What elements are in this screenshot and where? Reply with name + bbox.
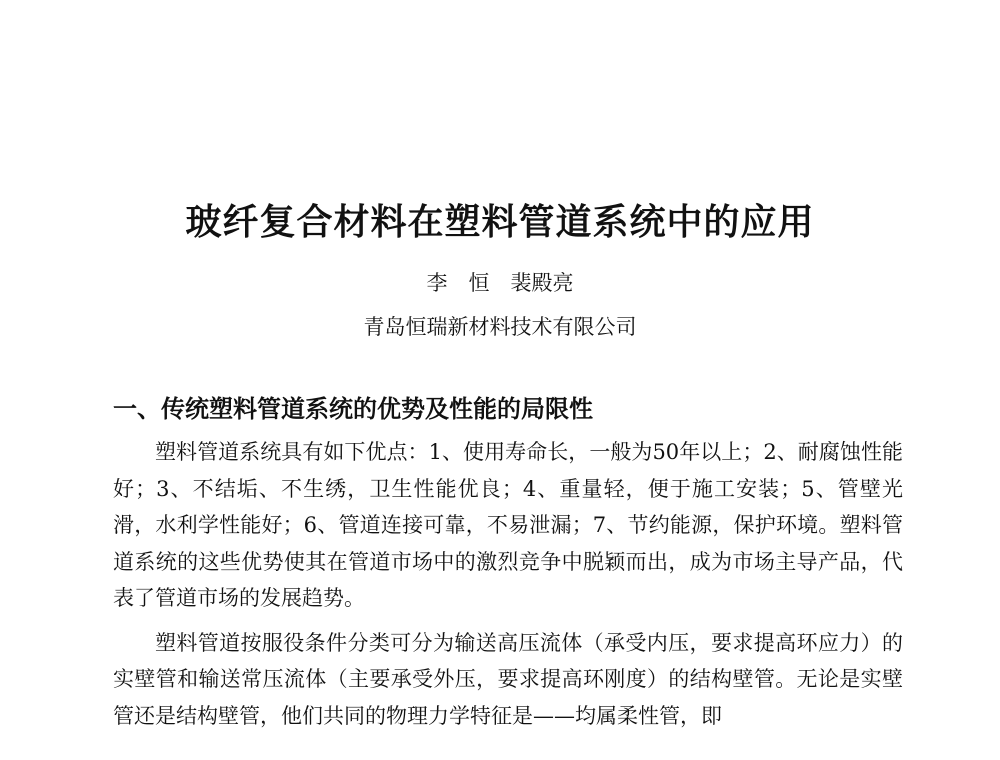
section-body	[113, 434, 903, 742]
section-heading: 一、传统塑料管道系统的优势及性能的局限性	[113, 395, 593, 423]
author-line: 李 恒 裴殿亮	[426, 271, 574, 295]
body-paragraph: 塑料管道系统具有如下优点：1、使用寿命长，一般为50年以上；2、耐腐蚀性能好；3、不结垢、不生绣，卫生性能优良；4、重量轻，便于施工安装；5、管壁光滑，水利学性能好；6、管道连接可靠，不易泄漏；7、节约能源，保护环境。塑料管道系统的这些优势使其在管道市场中的激烈竞争中脱颖而出，成为市场主导产品，代表了管道市场的发展趋势。	[113, 440, 903, 610]
body-paragraph: 塑料管道按服役条件分类可分为输送高压流体（承受内压，要求提高环应力）的实壁管和输送常压流体（主要承受外压，要求提高环刚度）的结构壁管。无论是实壁管还是结构壁管，他们共同的物理力学特征是——均属柔性管，即	[113, 630, 903, 728]
author-affiliation: 青岛恒瑞新材料技术有限公司	[363, 315, 637, 339]
paper-title: 玻纤复合材料在塑料管道系统中的应用	[185, 202, 815, 243]
